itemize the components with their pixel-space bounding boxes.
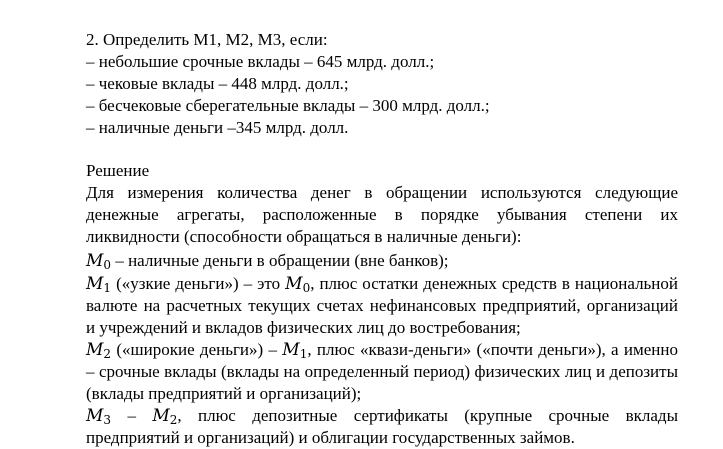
m0-text: – наличные деньги в обращении (вне банков); <box>111 251 449 270</box>
task-item-cash: – наличные деньги –345 млрд. долл. <box>86 118 349 137</box>
solution-intro-text: Для измерения количества денег в обращении используются следующие денежные агрегаты, расположенные в порядке убывания степени их ликвидности (способности обращаться в наличные деньги): <box>86 183 678 246</box>
m3-text-b: , плюс депозитные сертификаты (крупные срочные вклады предприятий и организаций) и облигации государственных займов. <box>86 406 678 447</box>
task-title: 2. Определить М1, М2, М3, если: <box>86 30 328 49</box>
solution-intro-paragraph <box>86 182 678 248</box>
m1-text-b: , плюс остатки денежных средств в национальной валюте на расчетных текущих счетах нефинансовых предприятий, организаций и учреждений и вкладов физических лиц до востребования; <box>86 274 678 337</box>
m1-ref-m0: $M_0$ <box>285 274 311 295</box>
m1-definition <box>86 273 678 339</box>
m0-definition <box>86 250 678 272</box>
solution-heading: Решение <box>86 161 150 180</box>
task-item-checking-deposits: – чековые вклады – 448 млрд. долл.; <box>86 74 349 93</box>
m1-text-a: («узкие деньги») – это <box>111 274 286 293</box>
m2-symbol: $M_2$ <box>86 340 112 361</box>
m2-text-a: («широкие деньги») – <box>111 340 283 359</box>
m3-definition <box>86 405 678 449</box>
m2-ref-m1: $M_1$ <box>282 340 308 361</box>
m1-symbol: $M_1$ <box>86 274 112 295</box>
m2-definition <box>86 339 678 405</box>
m3-text-a: – <box>111 406 153 425</box>
m3-ref-m2: $M_2$ <box>152 406 178 427</box>
task-item-savings-deposits: – бесчековые сберегательные вклады – 300 млрд. долл.; <box>86 96 490 115</box>
task-item-small-term-deposits: – небольшие срочные вклады – 645 млрд. долл.; <box>86 52 435 71</box>
m3-symbol: $M_3$ <box>86 406 112 427</box>
m0-symbol: $M_0$ <box>86 251 112 272</box>
m2-text-b: , плюс «квази-деньги» («почти деньги»), а именно – срочные вклады (вклады на определенный период) физических лиц и депозиты (вклады предприятий и организаций); <box>86 340 678 403</box>
